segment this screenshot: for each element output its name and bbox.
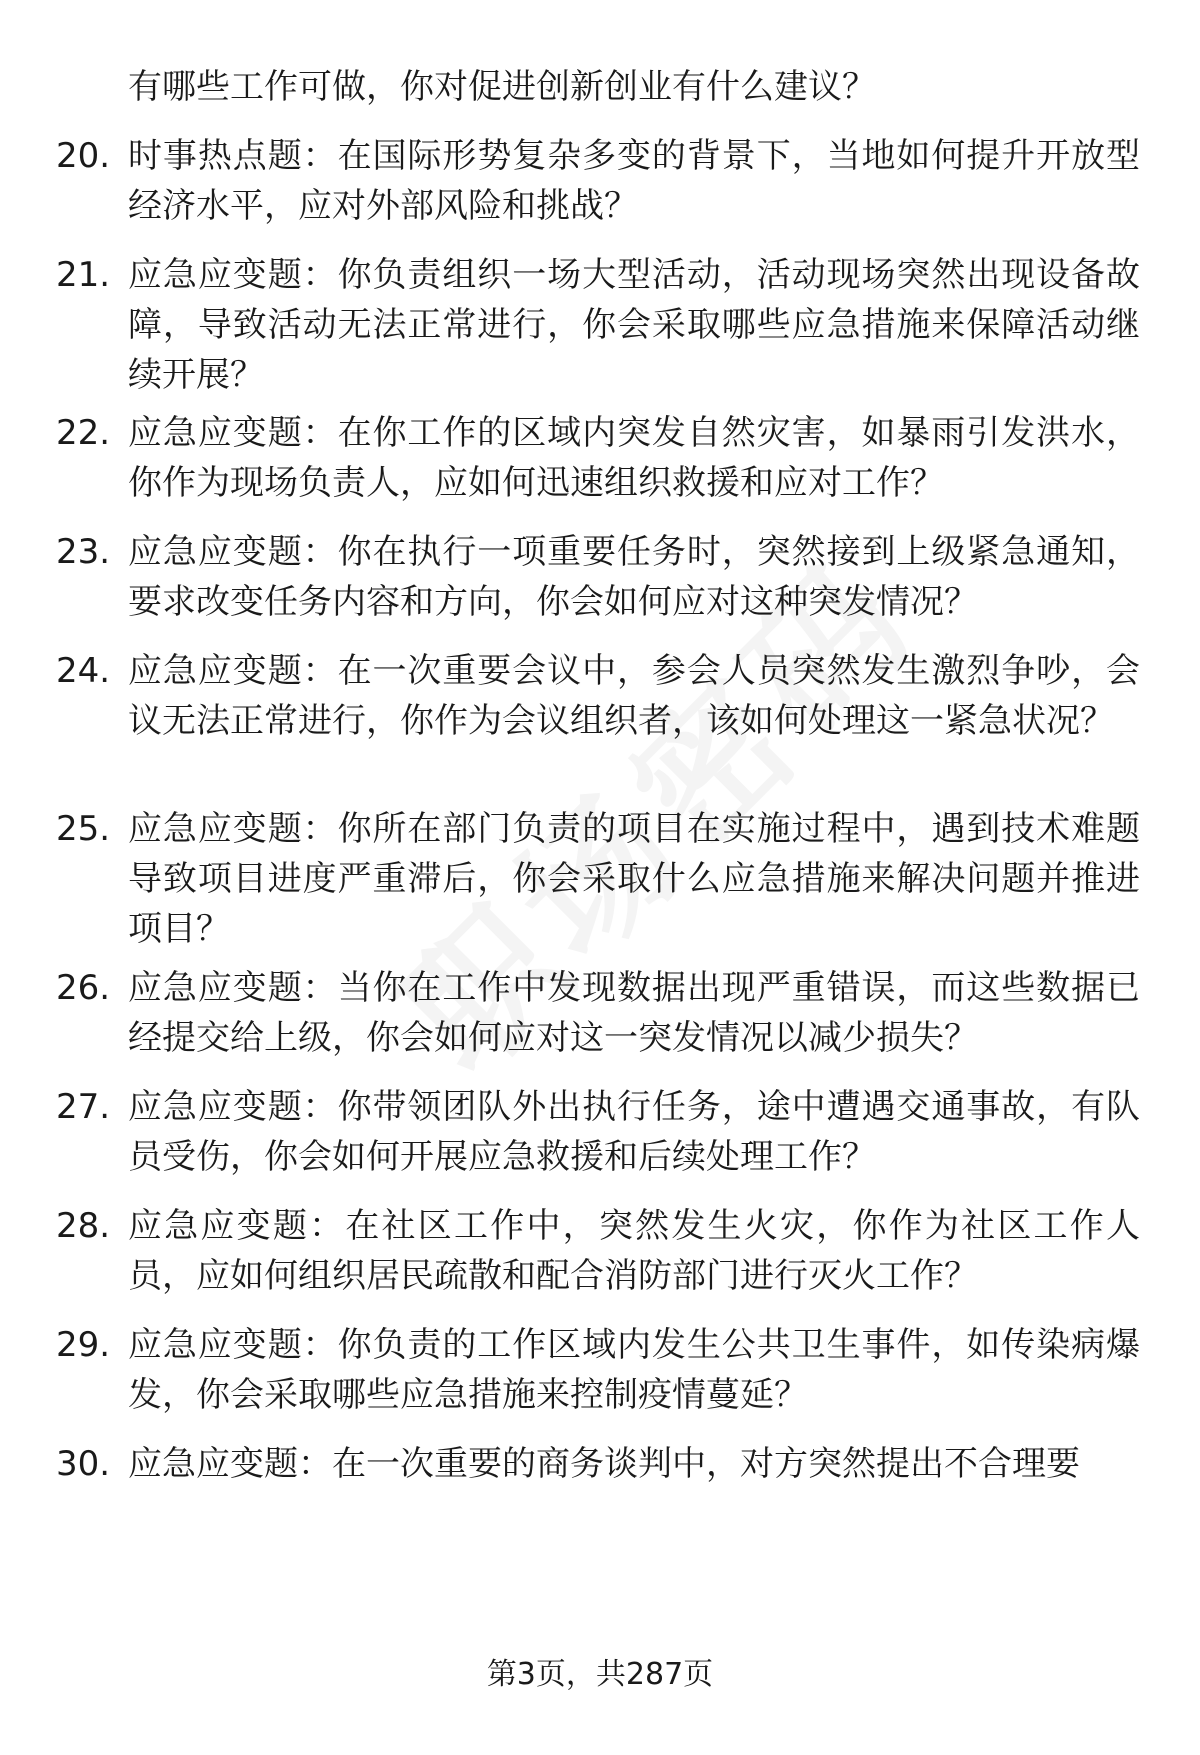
question-text: 应急应变题：你负责组织一场大型活动，活动现场突然出现设备故障，导致活动无法正常进行，你会采取哪些应急措施来保障活动继续开展？ [128,255,1140,395]
question-text: 应急应变题：在社区工作中，突然发生火灾，你作为社区工作人员，应如何组织居民疏散和配合消防部门进行灭火工作？ [128,1206,1140,1296]
question-text: 应急应变题：在一次重要会议中，参会人员突然发生激烈争吵，会议无法正常进行，你作为会议组织者，该如何处理这一紧急状况？ [128,651,1140,741]
continuation-text: 有哪些工作可做，你对促进创新创业有什么建议？ [128,67,876,107]
question-number: 22. [56,413,111,453]
question-text: 应急应变题：你带领团队外出执行任务，途中遭遇交通事故，有队员受伤，你会如何开展应急救援和后续处理工作？ [128,1087,1140,1177]
question-text: 应急应变题：当你在工作中发现数据出现严重错误，而这些数据已经提交给上级，你会如何应对这一突发情况以减少损失？ [128,968,1140,1058]
question-text: 应急应变题：在一次重要的商务谈判中，对方突然提出不合理要 [128,1444,1080,1484]
question-number: 26. [56,968,111,1008]
question-text: 应急应变题：你所在部门负责的项目在实施过程中，遇到技术难题导致项目进度严重滞后，你会采取什么应急措施来解决问题并推进项目？ [128,809,1140,949]
question-number: 29. [56,1325,111,1365]
question-number: 30. [56,1444,111,1484]
question-number: 21. [56,255,111,295]
question-number: 23. [56,532,111,572]
question-text: 时事热点题：在国际形势复杂多变的背景下，当地如何提升开放型经济水平，应对外部风险和挑战？ [128,136,1140,226]
question-text: 应急应变题：你在执行一项重要任务时，突然接到上级紧急通知，要求改变任务内容和方向，你会如何应对这种突发情况？ [128,532,1140,622]
page-number-footer: 第3页，共287页 [486,1657,714,1692]
question-text: 应急应变题：在你工作的区域内突发自然灾害，如暴雨引发洪水，你作为现场负责人，应如何迅速组织救援和应对工作？ [128,413,1140,503]
question-number: 27. [56,1087,111,1127]
question-number: 20. [56,136,111,176]
question-text: 应急应变题：你负责的工作区域内发生公共卫生事件，如传染病爆发，你会采取哪些应急措施来控制疫情蔓延？ [128,1325,1140,1415]
question-number: 25. [56,809,111,849]
question-number: 24. [56,651,111,691]
question-number: 28. [56,1206,111,1246]
